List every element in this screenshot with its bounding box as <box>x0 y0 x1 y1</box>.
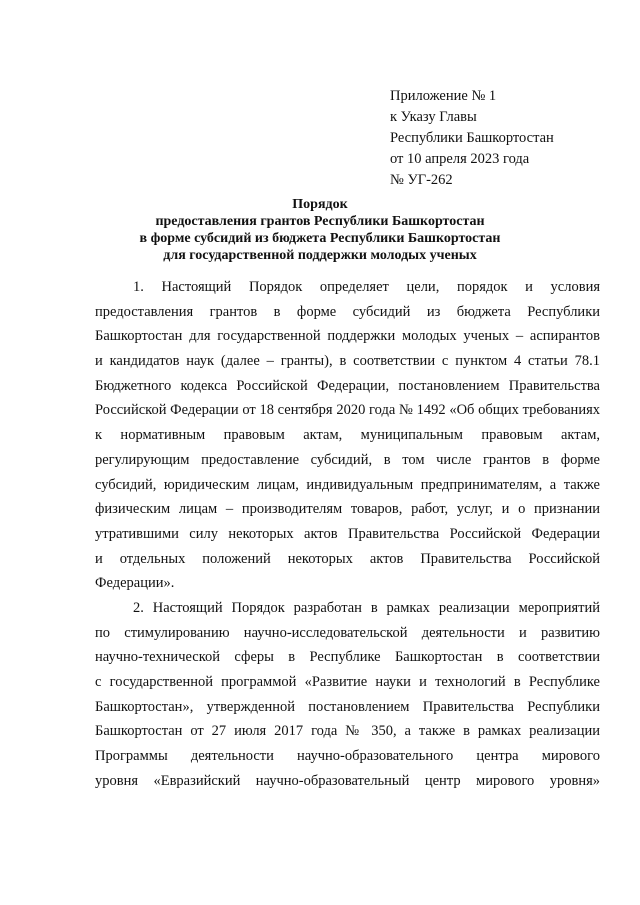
document-title <box>90 196 550 264</box>
paragraph-2-line: Башкортостан», утвержденной постановлением Правительства Республики <box>95 698 600 715</box>
paragraph-2-line: с государственной программой «Развитие науки и технологий в Республике <box>95 674 600 690</box>
paragraph-2-line: 2. Настоящий Порядок разработан в рамках реализации мероприятий <box>133 599 600 616</box>
paragraph-2-line: научно-технической сферы в Республике Башкортостан в соответствии <box>95 649 600 666</box>
paragraph-1-line: субсидий, юридическим лицам, индивидуальным предпринимателям, а также <box>95 476 600 493</box>
paragraph-2-line: Программы деятельности научно-образовательного центра мирового <box>95 748 600 765</box>
title-line: Порядок <box>292 197 348 212</box>
title-line: для государственной поддержки молодых ученых <box>163 248 477 263</box>
paragraph-2-line: уровня «Евразийский научно-образовательный центр мирового уровня» <box>95 772 600 789</box>
paragraph-1-line: физическим лицам – производителям товаров, работ, услуг, и о признании <box>95 501 600 518</box>
paragraph-1-line: Российской Федерации от 18 сентября 2020 года № 1492 «Об общих требованиях <box>95 402 600 419</box>
paragraph-2-line: Башкортостан от 27 июля 2017 года № 350, а также в рамках реализации <box>95 723 600 740</box>
paragraph-2-line: по стимулированию научно-исследовательской деятельности и развитию <box>95 624 600 641</box>
title-line: в форме субсидий из бюджета Республики Башкортостан <box>139 231 501 246</box>
paragraph-1-line: Бюджетного кодекса Российской Федерации, постановлением Правительства <box>95 377 600 394</box>
paragraph-1-line: и отдельных положений некоторых актов Правительства Российской <box>95 550 600 567</box>
appendix-line: от 10 апреля 2023 года <box>390 151 530 167</box>
document-body <box>95 275 600 793</box>
paragraph-1-line: утратившими силу некоторых актов Правительства Российской Федерации <box>95 525 600 542</box>
paragraph-1-line: к нормативным правовым актам, муниципальным правовым актам, <box>95 427 600 444</box>
appendix-line: Приложение № 1 <box>390 88 497 104</box>
paragraph-1-line: и кандидатов наук (далее – гранты), в соответствии с пунктом 4 статьи 78.1 <box>95 353 600 370</box>
appendix-line: № УГ-262 <box>390 172 453 188</box>
paragraph-1-line: Башкортостан для государственной поддержки молодых ученых – аспирантов <box>95 328 600 345</box>
paragraph-1-line: регулирующим предоставление субсидий, в том числе грантов в форме <box>95 451 600 468</box>
appendix-line: к Указу Главы <box>390 109 477 125</box>
paragraph-1-line: Федерации». <box>95 575 175 592</box>
paragraph-1-line: предоставления грантов в форме субсидий из бюджета Республики <box>95 303 600 320</box>
appendix-header <box>390 86 610 191</box>
appendix-line: Республики Башкортостан <box>390 130 554 146</box>
title-line: предоставления грантов Республики Башкортостан <box>155 214 485 229</box>
paragraph-1-line: 1. Настоящий Порядок определяет цели, порядок и условия <box>133 279 600 295</box>
